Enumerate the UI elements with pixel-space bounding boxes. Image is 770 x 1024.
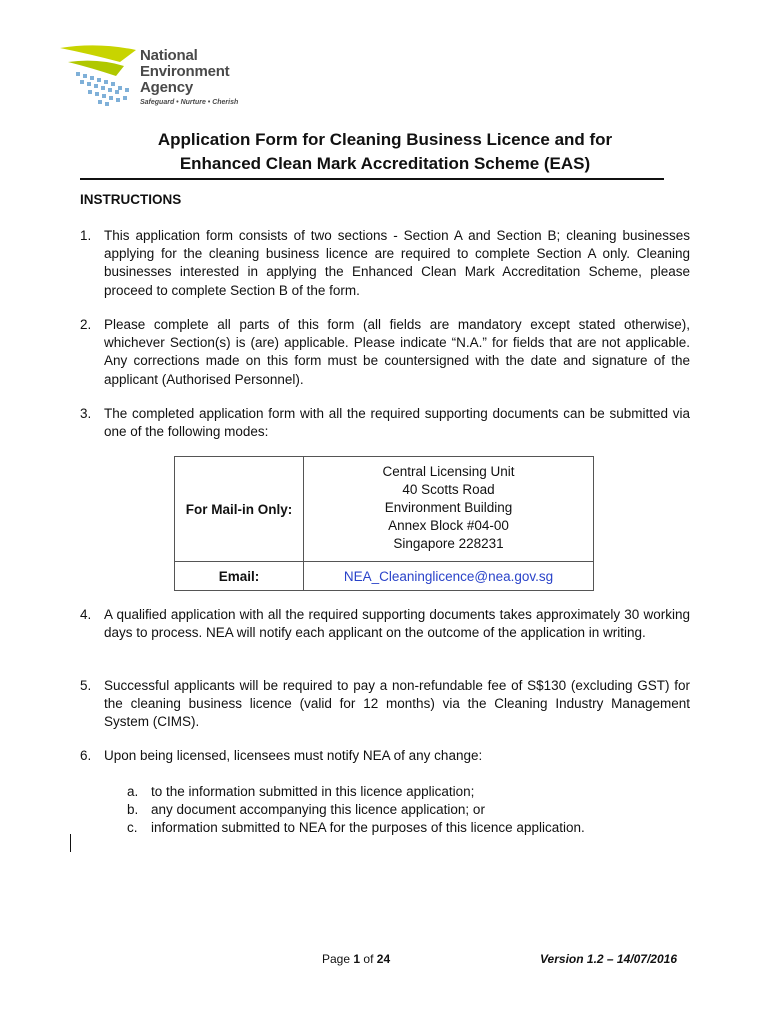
logo-line-3: Agency	[140, 79, 193, 96]
page-number	[322, 952, 390, 966]
instruction-item-6	[80, 747, 690, 765]
item-number: 3.	[80, 406, 92, 421]
page-total: 24	[376, 952, 391, 966]
logo-line-1: National	[140, 47, 198, 64]
version-label: Version 1.2 – 14/07/2016	[540, 952, 677, 966]
page-word: Page	[322, 952, 351, 966]
title-divider	[80, 178, 664, 180]
mail-address	[304, 457, 594, 562]
item-text: Successful applicants will be required to pay a non-refundable fee of S$130 (excluding GST) for the cleaning business licence (valid for 12 months) via the Cleaning Industry Management System (CIMS).	[104, 678, 690, 730]
item-text: This application form consists of two sections - Section A and Section B; cleaning businesses applying for the cleaning business licence are required to complete Section A only. Cleaning businesses interested in applying the Enhanced Clean Mark Accreditation Scheme, please proceed to complete Section B of the form.	[104, 228, 690, 298]
item-number: 5.	[80, 678, 92, 693]
sub-item-b	[127, 801, 485, 819]
email-link[interactable]: NEA_Cleaninglicence@nea.gov.sg	[304, 562, 594, 591]
item-text: Please complete all parts of this form (all fields are mandatory except stated otherwise), whichever Section(s) is (are) applicable. Please indicate “N.A.” for fields that are not applicable. Any corrections made on this form must be countersigned with the date and signature of the applicant (Authorised Personnel).	[104, 317, 690, 387]
sub-item-a	[127, 783, 474, 801]
form-title-line-1: Application Form for Cleaning Business Licence and for	[157, 130, 613, 149]
text-cursor	[70, 834, 71, 852]
sub-item-c	[127, 819, 585, 837]
mail-row	[175, 457, 594, 562]
item-text: The completed application form with all the required supporting documents can be submitted via one of the following modes:	[104, 406, 690, 440]
item-number: 2.	[80, 317, 92, 332]
address-line: Annex Block #04-00	[388, 518, 509, 533]
email-row	[175, 562, 594, 591]
instruction-item-2	[80, 316, 690, 389]
sub-item-text: to the information submitted in this licence application;	[151, 784, 475, 799]
item-text: Upon being licensed, licensees must notify NEA of any change:	[104, 748, 483, 763]
logo-text	[140, 48, 238, 106]
address-line: Singapore 228231	[393, 536, 504, 551]
sub-item-text: information submitted to NEA for the purposes of this licence application.	[151, 820, 585, 835]
instructions-heading: INSTRUCTIONS	[80, 192, 182, 207]
item-number: 6.	[80, 748, 92, 763]
address-line: 40 Scotts Road	[402, 482, 495, 497]
logo-line-2: Environment	[140, 63, 230, 80]
item-number: 4.	[80, 607, 92, 622]
sub-item-letter: b.	[127, 802, 139, 817]
instruction-item-4	[80, 606, 690, 642]
page-current: 1	[353, 952, 361, 966]
mail-label: For Mail-in Only:	[175, 457, 304, 562]
form-title-line-2: Enhanced Clean Mark Accreditation Scheme (EAS)	[179, 154, 591, 173]
address-line: Central Licensing Unit	[382, 464, 515, 479]
sub-item-letter: a.	[127, 784, 139, 799]
sub-item-text: any document accompanying this licence application; or	[151, 802, 485, 817]
item-number: 1.	[80, 228, 92, 243]
instruction-item-3	[80, 405, 690, 441]
sub-item-letter: c.	[127, 820, 138, 835]
instruction-item-1	[80, 227, 690, 300]
address-line: Environment Building	[384, 500, 513, 515]
item-text: A qualified application with all the required supporting documents takes approximately 30 working days to process. NEA will notify each applicant on the outcome of the application in writing.	[104, 607, 690, 641]
instruction-item-5	[80, 677, 690, 732]
of-word: of	[363, 952, 374, 966]
submission-modes-table	[174, 456, 594, 591]
logo-tagline: Safeguard • Nurture • Cherish	[140, 99, 239, 106]
form-title	[80, 128, 690, 176]
email-label: Email:	[175, 562, 304, 591]
